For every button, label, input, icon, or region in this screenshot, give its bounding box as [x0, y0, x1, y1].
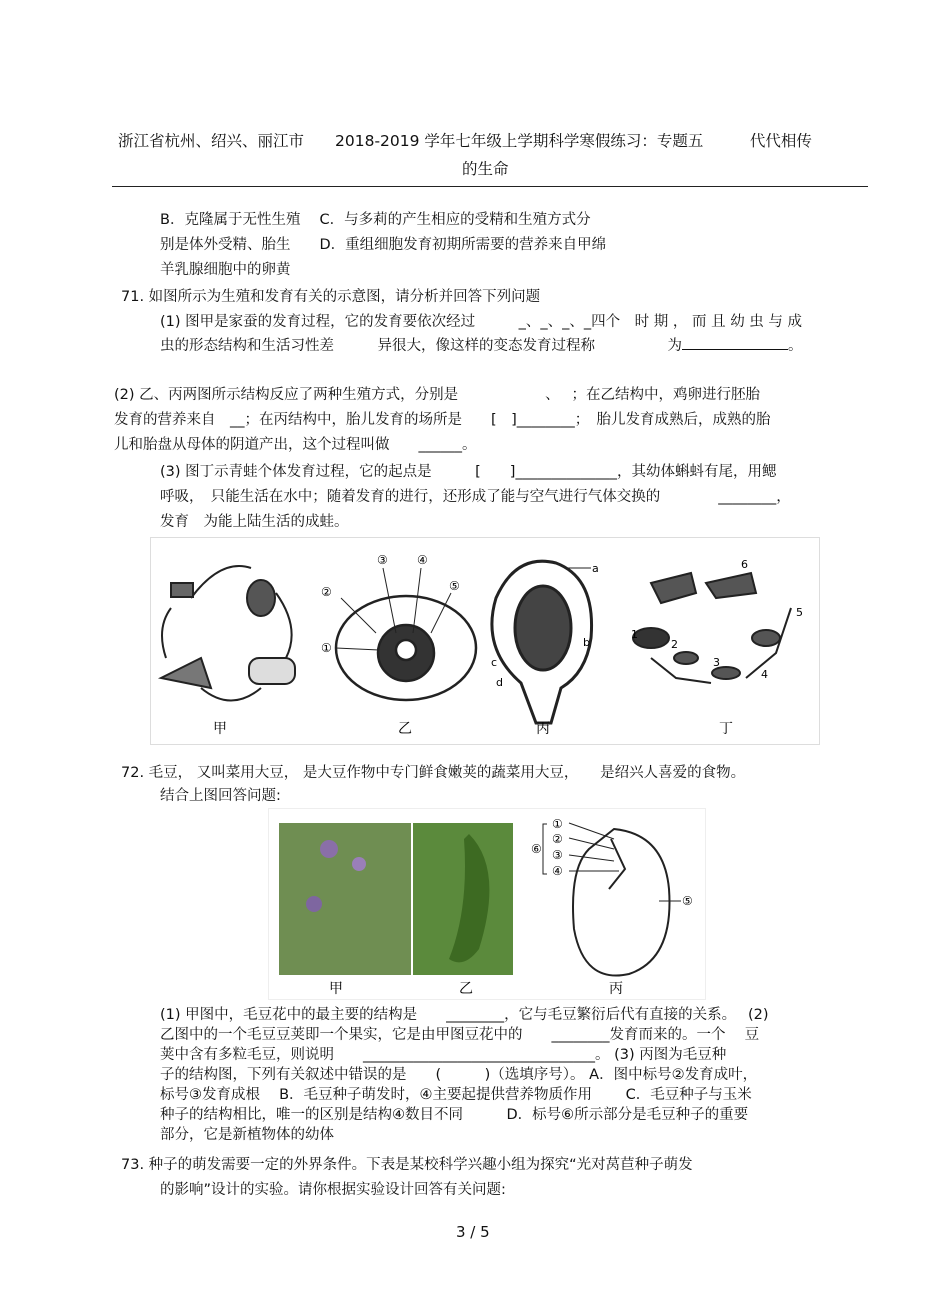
q72-answer-line1: (1) 甲图中，毛豆花中的最主要的结构是 ________，它与毛豆繁衍后代有直接的关系。 (2) — [160, 1007, 769, 1023]
q71-figure-svg — [151, 538, 819, 744]
silkworm-cycle-diagram — [161, 566, 295, 701]
cycle-arrow — [191, 566, 251, 598]
q71-p1-line2-text: 虫的形态结构和生活习性差 异很大，像这样的变态发育过程称 为 — [160, 338, 682, 354]
moth-image — [161, 658, 211, 688]
q71-p1-line1: (1) 图甲是家蚕的发育过程，它的发育要依次经过 _、_、_、_四个 时 期 ， 而 且 幼 虫 与 成 — [160, 314, 803, 330]
flower-image — [352, 857, 366, 871]
q72-figure-svg — [269, 809, 705, 999]
q73-line2: 的影响”设计的实验。请你根据实验设计回答有关问题: — [160, 1182, 506, 1198]
q71-p2-line1: (2) 乙、丙两图所示结构反应了两种生殖方式，分别是 、 ；在乙结构中，鸡卵进行胚胎 — [114, 387, 761, 403]
q72-answer-line4: 子的结构图，下列有关叙述中错误的是 ( )（选填序号）。 A．图中标号②发育成叶， — [160, 1067, 758, 1083]
frog-label-5: 5 — [796, 606, 803, 619]
larva-image — [171, 583, 193, 597]
bracket — [543, 824, 547, 874]
q71-p1-end: 。 — [788, 338, 803, 354]
label-line — [569, 823, 614, 839]
frog-label-2: 2 — [671, 638, 678, 651]
egg-label-2: ② — [321, 585, 332, 599]
egg-label-3: ③ — [377, 553, 388, 567]
pupa-image — [247, 580, 275, 616]
header-rule — [112, 186, 868, 187]
q70-line3: 羊乳腺细胞中的卵黄 — [160, 262, 291, 278]
uterus-label-c: c — [491, 656, 498, 669]
q72-stem-line2: 结合上图回答问题: — [160, 788, 281, 804]
frog-label-6: 6 — [741, 558, 748, 571]
seed-label-4: ④ — [552, 864, 563, 878]
uterus-label-d: d — [496, 676, 503, 689]
cocoon-image — [249, 658, 295, 684]
q70-line1: B．克隆属于无性生殖 C．与多莉的产生相应的受精和生殖方式分 — [160, 212, 591, 228]
q71-p3-line2: 呼吸， 只能生活在水中；随着发育的进行，还形成了能与空气进行气体交换的 ________， — [160, 489, 791, 505]
uterus-fetus-diagram — [492, 561, 592, 723]
q72-answer-line7: 部分，它是新植物体的幼体 — [160, 1127, 334, 1143]
fetus-image — [515, 586, 571, 670]
egg-label-5: ⑤ — [449, 579, 460, 593]
q71-stem: 71. 如图所示为生殖和发育有关的示意图，请分析并回答下列问题 — [121, 289, 541, 305]
frog-eggs-image — [633, 628, 669, 648]
frog-label-3: 3 — [713, 656, 720, 669]
cycle-arrow — [201, 688, 261, 701]
q71-p3-line3: 发育 为能上陆生活的成蛙。 — [160, 514, 349, 530]
q71-p3-line1: (3) 图丁示青蛙个体发育过程，它的起点是 [ ]______________，其幼体蝌蚪有尾，用鳃 — [160, 464, 777, 480]
caption-jia: 甲 — [213, 721, 227, 737]
q73-line1: 73. 种子的萌发需要一定的外界条件。下表是某校科学兴趣小组为探究“光对莴苣种子萌发 — [121, 1157, 693, 1173]
q72-figure — [268, 808, 706, 1000]
q72-stem-line1: 72. 毛豆， 又叫菜用大豆， 是大豆作物中专门鲜食嫩荚的蔬菜用大豆， 是绍兴人喜爱的食物。 — [121, 765, 746, 781]
caption-yi: 乙 — [398, 721, 412, 737]
q70-line2: 别是体外受精、胎生 D．重组细胞发育初期所需要的营养来自甲绵 — [160, 237, 607, 253]
seed-structure-diagram — [543, 823, 681, 976]
q72-answer-line2: 乙图中的一个毛豆豆荚即一个果实，它是由甲图豆花中的 ________发育而来的。一个 豆 — [160, 1027, 760, 1043]
seed-label-1: ① — [552, 817, 563, 831]
label-line — [413, 568, 421, 633]
caption-ding: 丁 — [719, 721, 733, 737]
frog-label-1: 1 — [631, 628, 638, 641]
label-line — [569, 855, 614, 861]
q71-p2-line3: 儿和胎盘从母体的阴道产出，这个过程叫做 ______。 — [114, 437, 477, 453]
doc-header-line2: 的生命 — [462, 160, 509, 178]
q72-answer-line5: 标号③发育成根 B．毛豆种子萌发时，④主要起提供营养物质作用 C．毛豆种子与玉米 — [160, 1087, 752, 1103]
embryo-disc — [396, 640, 416, 660]
bean-flower-photo — [279, 823, 411, 975]
young-frog-image — [706, 573, 756, 598]
seed-label-3: ③ — [552, 848, 563, 862]
q71-figure — [150, 537, 820, 745]
label-line — [383, 568, 396, 633]
seed-label-6: ⑥ — [531, 842, 542, 856]
q71-p2-line2: 发育的营养来自 __；在丙结构中，胎儿发育的场所是 [ ]________； 胎儿发育成熟后，成熟的胎 — [114, 412, 771, 428]
q72-answer-line6: 种子的结构相比，唯一的区别是结构④数目不同 D．标号⑥所示部分是毛豆种子的重要 — [160, 1107, 749, 1123]
frog-cycle-diagram — [633, 573, 791, 683]
uterus-label-b: b — [583, 636, 590, 649]
doc-header-line1: 浙江省杭州、绍兴、丽江市 2018-2019 学年七年级上学期科学寒假练习：专题五 代代相传 — [118, 132, 812, 150]
tadpole-image — [674, 652, 698, 664]
caption-bing: 丙 — [536, 721, 550, 737]
answer-blank — [682, 337, 788, 350]
q72-answer-line3: 荚中含有多粒毛豆，则说明 ________________________________。 (3) 丙图为毛豆种 — [160, 1047, 727, 1063]
flower-image — [306, 896, 322, 912]
embryo-image — [609, 839, 625, 889]
uterus-label-a: a — [592, 562, 599, 575]
flower-image — [320, 840, 338, 858]
cycle-arrow — [276, 593, 292, 658]
label-line — [336, 648, 379, 650]
caption-bing: 丙 — [609, 981, 623, 997]
egg-label-4: ④ — [417, 553, 428, 567]
caption-jia: 甲 — [329, 981, 343, 997]
seed-label-2: ② — [552, 832, 563, 846]
tadpole-legs-image — [752, 630, 780, 646]
seed-label-5: ⑤ — [682, 894, 693, 908]
egg-label-1: ① — [321, 641, 332, 655]
caption-yi: 乙 — [459, 981, 473, 997]
seed-outline — [573, 829, 670, 976]
frog-label-4: 4 — [761, 668, 768, 681]
adult-frog-image — [651, 573, 696, 603]
cycle-arrow — [162, 608, 171, 658]
page-number: 3 / 5 — [456, 1223, 490, 1241]
q71-p1-line2 — [160, 334, 803, 355]
